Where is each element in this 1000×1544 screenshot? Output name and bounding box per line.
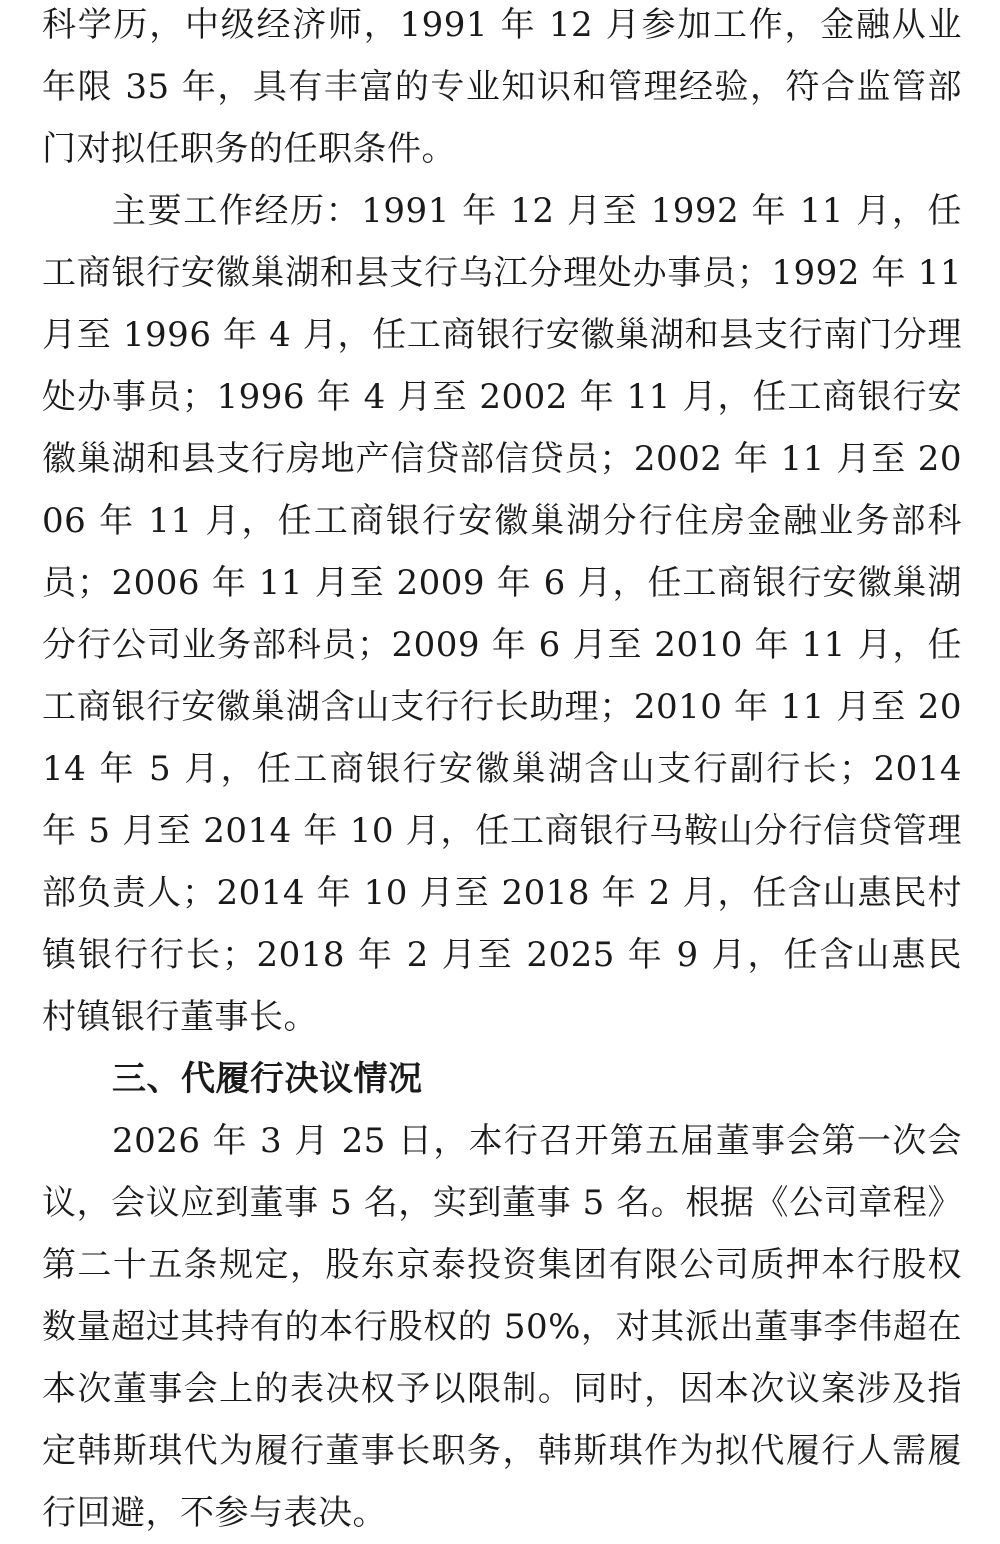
resolution-paragraph: 2026 年 3 月 25 日，本行召开第五届董事会第一次会议，会议应到董事 5 名，实到董事 5 名。根据《公司章程》第二十五条规定，股东京泰投资集团有限公司质押本行股权数量超过其持有的本行股权的 50%，对其派出董事李伟超在本次董事会上的表决权予以限制。同时，因本次议案涉及指定韩斯琪代为履行董事长职务，韩斯琪作为拟代履行人需履行回避，不参与表决。 (42, 1121, 962, 1533)
section-heading-resolution: 三、代履行决议情况 (112, 1059, 423, 1099)
document-page (42, 0, 962, 1544)
work-history-paragraph: 主要工作经历：1991 年 12 月至 1992 年 11 月，任工商银行安徽巢湖和县支行乌江分理处办事员；1992 年 11 月至 1996 年 4 月，任工商银行安徽巢湖和县支行南门分理处办事员；1996 年 4 月至 2002 年 11 月，任工商银行安徽巢湖和县支行房地产信贷部信贷员；2002 年 11 月至 2006 年 11 月，任工商银行安徽巢湖分行住房金融业务部科员；2006 年 11 月至 2009 年 6 月，任工商银行安徽巢湖分行公司业务部科员；2009 年 6 月至 2010 年 11 月，任工商银行安徽巢湖含山支行行长助理；2010 年 11 月至 2014 年 5 月，任工商银行安徽巢湖含山支行副行长；2014 年 5 月至 2014 年 10 月，任工商银行马鞍山分行信贷管理部负责人；2014 年 10 月至 2018 年 2 月，任含山惠民村镇银行行长；2018 年 2 月至 2025 年 9 月，任含山惠民村镇银行董事长。 (42, 191, 962, 1037)
qualification-paragraph: 科学历，中级经济师，1991 年 12 月参加工作，金融从业年限 35 年，具有丰富的专业知识和管理经验，符合监管部门对拟任职务的任职条件。 (42, 5, 962, 169)
